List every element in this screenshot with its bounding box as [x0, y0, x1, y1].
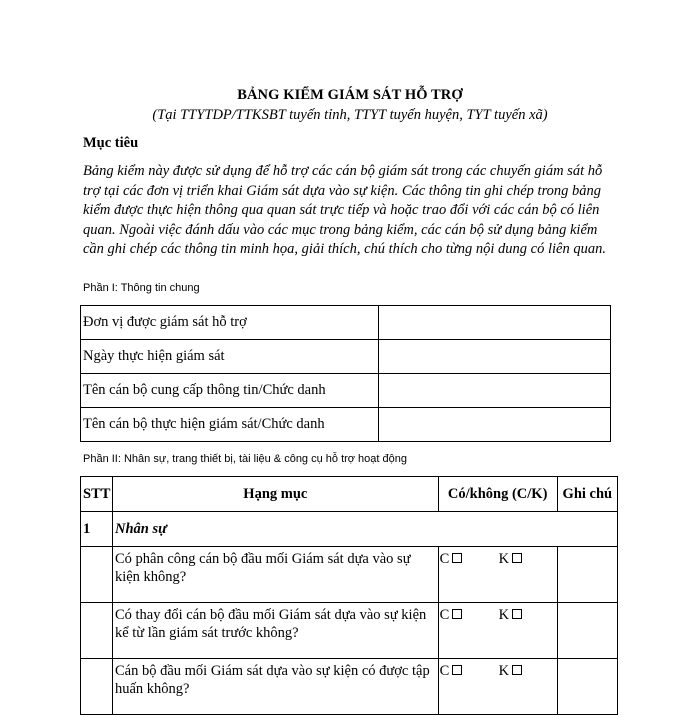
- yes-no-cell: [438, 659, 557, 715]
- table-row: [81, 547, 618, 603]
- document-subtitle: (Tại TTYTDP/TTKSBT tuyến tỉnh, TTYT tuyến huyện, TYT tuyến xã): [152, 107, 548, 123]
- checkbox-icon[interactable]: [452, 665, 462, 675]
- table-row: [81, 408, 611, 442]
- option-yes-label: C: [439, 663, 450, 679]
- general-info-value-cell[interactable]: [379, 408, 611, 442]
- general-info-value-cell[interactable]: [379, 306, 611, 340]
- question-text: Cán bộ đầu mối Giám sát dựa vào sự kiện có được tập huấn không?: [112, 659, 438, 715]
- option-no-label: K: [498, 663, 510, 679]
- question-text: Có phân công cán bộ đầu mối Giám sát dựa vào sự kiện không?: [112, 547, 438, 603]
- note-cell[interactable]: [557, 659, 617, 715]
- general-info-table: [80, 305, 611, 442]
- table-row: [81, 374, 611, 408]
- group-number: 1: [81, 512, 113, 547]
- column-header-item: Hạng mục: [112, 477, 438, 512]
- general-info-label: Tên cán bộ cung cấp thông tin/Chức danh: [81, 374, 379, 408]
- checkbox-icon[interactable]: [512, 609, 522, 619]
- table-row: [81, 306, 611, 340]
- option-no-label: K: [498, 607, 510, 623]
- option-no[interactable]: [498, 607, 557, 624]
- group-row: [81, 512, 618, 547]
- yes-no-cell: [438, 603, 557, 659]
- column-header-stt: STT: [81, 477, 113, 512]
- option-yes[interactable]: [439, 551, 498, 568]
- option-yes-label: C: [439, 607, 450, 623]
- checkbox-icon[interactable]: [512, 553, 522, 563]
- general-info-label: Tên cán bộ thực hiện giám sát/Chức danh: [81, 408, 379, 442]
- table-row: [81, 659, 618, 715]
- option-yes-label: C: [439, 551, 450, 567]
- note-cell[interactable]: [557, 603, 617, 659]
- table-row: [81, 603, 618, 659]
- objective-heading: Mục tiêu: [83, 135, 139, 151]
- part1-label: Phần I: Thông tin chung: [83, 282, 200, 294]
- checkbox-icon[interactable]: [512, 665, 522, 675]
- general-info-value-cell[interactable]: [379, 374, 611, 408]
- table-header-row: [81, 477, 618, 512]
- part2-label: Phần II: Nhân sự, trang thiết bị, tài liệu & công cụ hỗ trợ hoạt động: [83, 453, 407, 465]
- stt-cell: [81, 547, 113, 603]
- note-cell[interactable]: [557, 547, 617, 603]
- checklist-table: [80, 476, 618, 715]
- checkbox-icon[interactable]: [452, 553, 462, 563]
- table-row: [81, 340, 611, 374]
- stt-cell: [81, 603, 113, 659]
- general-info-label: Ngày thực hiện giám sát: [81, 340, 379, 374]
- stt-cell: [81, 659, 113, 715]
- document-title: BẢNG KIỂM GIÁM SÁT HỖ TRỢ: [237, 87, 463, 103]
- column-header-note: Ghi chú: [557, 477, 617, 512]
- group-name: Nhân sự: [112, 512, 617, 547]
- objective-paragraph: Bảng kiểm này được sử dụng để hỗ trợ các cán bộ giám sát trong các chuyến giám sát hỗ trợ tại các đơn vị triển khai Giám sát dựa vào sự kiện. Các thông tin ghi chép trong bảng kiểm được thực hiện thông qua quan sát trực tiếp và hoặc trao đổi với các cán bộ có liên quan. Ngoài việc đánh dấu vào các mục trong bảng kiểm, các cán bộ sử dụng bảng kiểm cần ghi chép các thông tin minh họa, giải thích, chú thích cho từng nội dung có liên quan.: [83, 163, 606, 257]
- option-yes[interactable]: [439, 607, 498, 624]
- checkbox-icon[interactable]: [452, 609, 462, 619]
- column-header-yes-no: Có/không (C/K): [438, 477, 557, 512]
- question-text: Có thay đổi cán bộ đầu mối Giám sát dựa vào sự kiện kể từ lần giám sát trước không?: [112, 603, 438, 659]
- yes-no-cell: [438, 547, 557, 603]
- general-info-label: Đơn vị được giám sát hỗ trợ: [81, 306, 379, 340]
- option-no[interactable]: [498, 663, 557, 680]
- option-no-label: K: [498, 551, 510, 567]
- option-yes[interactable]: [439, 663, 498, 680]
- option-no[interactable]: [498, 551, 557, 568]
- general-info-value-cell[interactable]: [379, 340, 611, 374]
